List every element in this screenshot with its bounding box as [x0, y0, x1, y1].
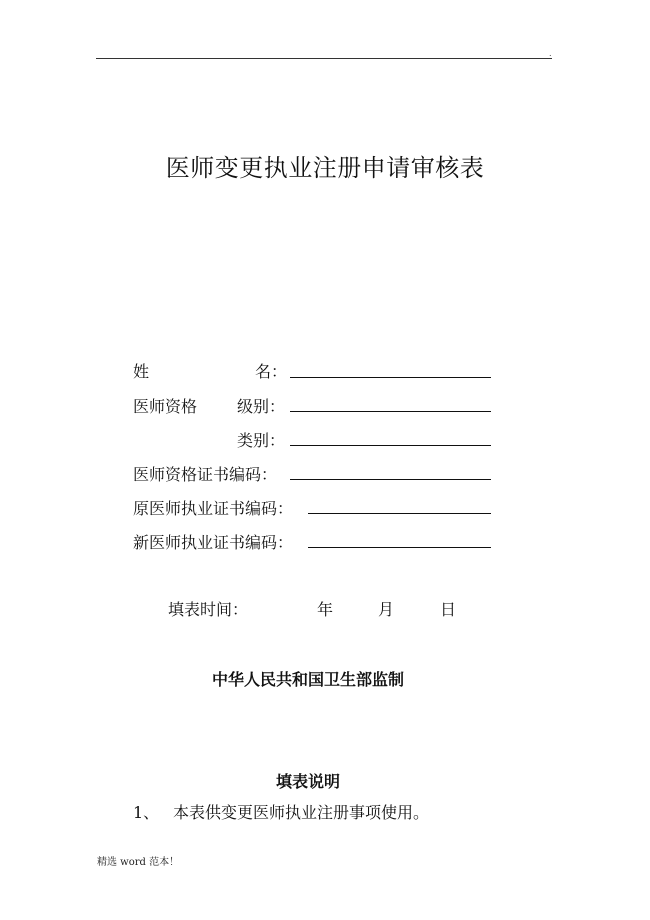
date-day: 日	[440, 600, 457, 619]
notes-item-text: 本表供变更医师执业注册事项使用。	[173, 803, 430, 822]
date-month: 月	[378, 600, 395, 619]
issuer-line: 中华人民共和国卫生部监制	[211, 670, 404, 689]
old-practice-code-label: 原医师执业证书编码：	[133, 499, 294, 518]
new-practice-code-label: 新医师执业证书编码：	[133, 533, 294, 552]
page-title: 医师变更执业注册申请审核表	[165, 154, 485, 182]
level-label: 级别：	[237, 397, 286, 416]
name-input-line[interactable]	[290, 377, 491, 378]
notes-heading: 填表说明	[275, 772, 340, 791]
notes-item-number: 1、	[133, 803, 160, 822]
level-input-line[interactable]	[290, 411, 491, 412]
date-label: 填表时间：	[168, 600, 249, 619]
category-input-line[interactable]	[290, 445, 491, 446]
old-practice-code-input-line[interactable]	[308, 513, 491, 514]
new-practice-code-input-line[interactable]	[308, 547, 491, 548]
cert-code-label: 医师资格证书编码：	[133, 465, 278, 484]
header-mark: .	[549, 49, 552, 58]
category-label: 类别：	[237, 431, 286, 450]
header-rule	[96, 58, 552, 59]
name-label-right: 名：	[255, 362, 288, 381]
page-footer: 精选 word 范本！	[97, 857, 180, 868]
cert-code-input-line[interactable]	[290, 479, 491, 480]
name-label-left: 姓	[133, 362, 150, 381]
date-year: 年	[317, 600, 334, 619]
qualification-label: 医师资格	[133, 397, 198, 416]
